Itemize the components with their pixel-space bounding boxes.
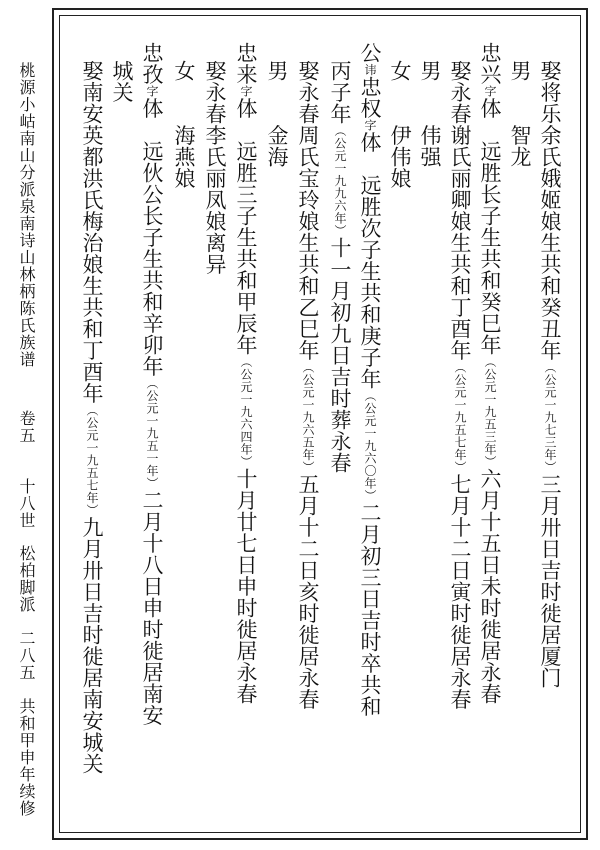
text-column: 忠孜字体 远伙公长子生共和辛卯年（公元一九五一年）二月十八日申时徙居南安 [140, 42, 164, 726]
text-column: 女 海燕娘 [172, 60, 196, 189]
margin-branch: 松柏脚派 [17, 545, 36, 613]
text-column: 公讳忠权字体 远胜次子生共和庚子年（公元一九六〇年）二月初三日吉时卒共和 [358, 42, 382, 717]
text-column: 忠兴字体 远胜长子生共和癸巳年（公元一九五三年）六月十五日未时徙居永春 [478, 42, 502, 705]
margin-generation: 十八世 [17, 478, 36, 529]
text-column: 男 金海 [265, 60, 289, 168]
text-column: 忠来字体 远胜三子生共和甲辰年（公元一九六四年）十月廿七日申时徙居永春 [234, 42, 258, 705]
text-column: 娶南安英都洪氏梅治娘生共和丁酉年（公元一九五七年）九月卅日吉时徙居南安城关 [80, 60, 104, 775]
margin-book-title: 桃源小岵南山分派泉南诗山林柄陈氏族谱 [17, 62, 36, 368]
text-column: 娶永春周氏宝玲娘生共和乙巳年（公元一九六五年）五月十二日亥时徙居永春 [296, 60, 320, 710]
text-column: 男 智龙 [508, 60, 532, 168]
text-column: 娶将乐余氏娥姬娘生共和癸丑年（公元一九七三年）三月卅日吉时徙居厦门 [538, 60, 562, 689]
margin-page-number: 二八五 [17, 630, 36, 681]
text-column: 丙子年（公元一九九六年）十一月初九日吉时葬永春 [328, 60, 352, 474]
text-column: 女 伊伟娘 [388, 60, 412, 189]
margin-volume: 卷五 [17, 410, 36, 444]
text-column: 娶永春李氏丽凤娘离异 [203, 60, 227, 275]
margin-edition: 共和甲申年续修 [17, 698, 36, 817]
text-column: 娶永春谢氏丽卿娘生共和丁酉年（公元一九五七年）七月十二日寅时徙居永春 [448, 60, 472, 710]
text-column: 城关 [110, 60, 134, 103]
text-column: 男 伟强 [418, 60, 442, 168]
